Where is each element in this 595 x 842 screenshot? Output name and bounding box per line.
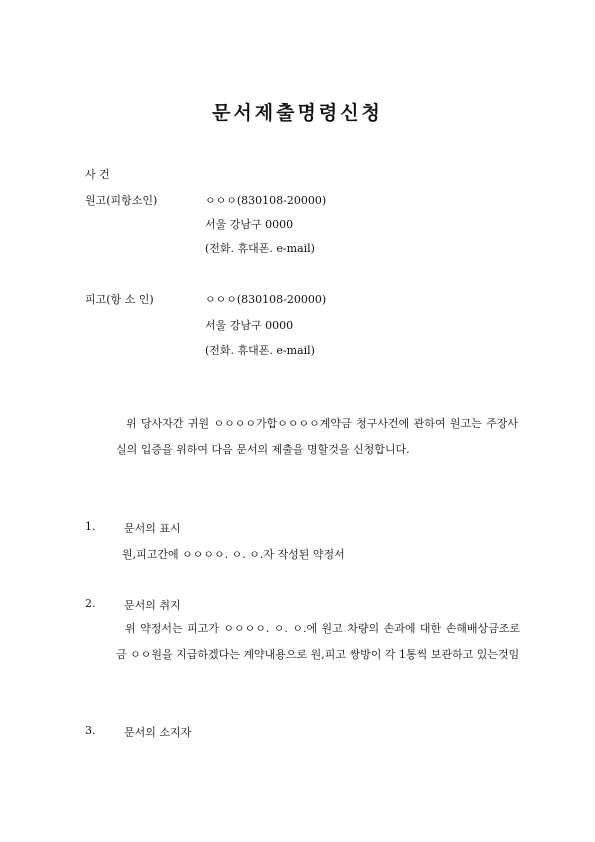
section-3-number: 3. — [85, 724, 96, 737]
section-1-body: 원,피고간에 ㅇㅇㅇㅇ. ㅇ. ㅇ.자 작성된 약정서 — [122, 548, 345, 561]
section-2-body: 위 약정서는 피고가 ㅇㅇㅇㅇ. ㅇ. ㅇ.에 원고 차량의 손과에 대한 손해배상금조로 금 ㅇㅇ원을 지급하겠다는 계약내용으로 원,피고 쌍방이 각 1통씩 보관하고 있는것임 — [116, 622, 520, 661]
plaintiff-label: 원고(피항소인) — [85, 194, 158, 207]
section-1-number: 1. — [85, 520, 96, 533]
section-2-number: 2. — [85, 597, 96, 610]
document-title: 문서제출명령신청 — [212, 102, 383, 124]
section-3-heading: 문서의 소지자 — [124, 726, 192, 739]
plaintiff-contact: (전화. 휴대폰. e-mail) — [205, 242, 315, 255]
defendant-address: 서울 강남구 0000 — [205, 319, 294, 332]
defendant-label: 피고(항 소 인) — [85, 293, 154, 306]
intro-paragraph: 위 당사자간 귀원 ㅇㅇㅇㅇ가합ㅇㅇㅇㅇ계약금 청구사건에 관하여 원고는 주장사실의 입증을 위하여 다음 문서의 제출을 명할것을 신청합니다. — [116, 417, 518, 456]
section-1-heading: 문서의 표시 — [124, 522, 181, 535]
case-label: 사 건 — [85, 168, 110, 181]
plaintiff-address: 서울 강남구 0000 — [205, 218, 294, 231]
defendant-name-id: ㅇㅇㅇ(830108-20000) — [205, 293, 327, 306]
plaintiff-name-id: ㅇㅇㅇ(830108-20000) — [205, 194, 327, 207]
defendant-contact: (전화. 휴대폰. e-mail) — [205, 344, 315, 357]
section-2-heading: 문서의 취지 — [124, 599, 181, 612]
